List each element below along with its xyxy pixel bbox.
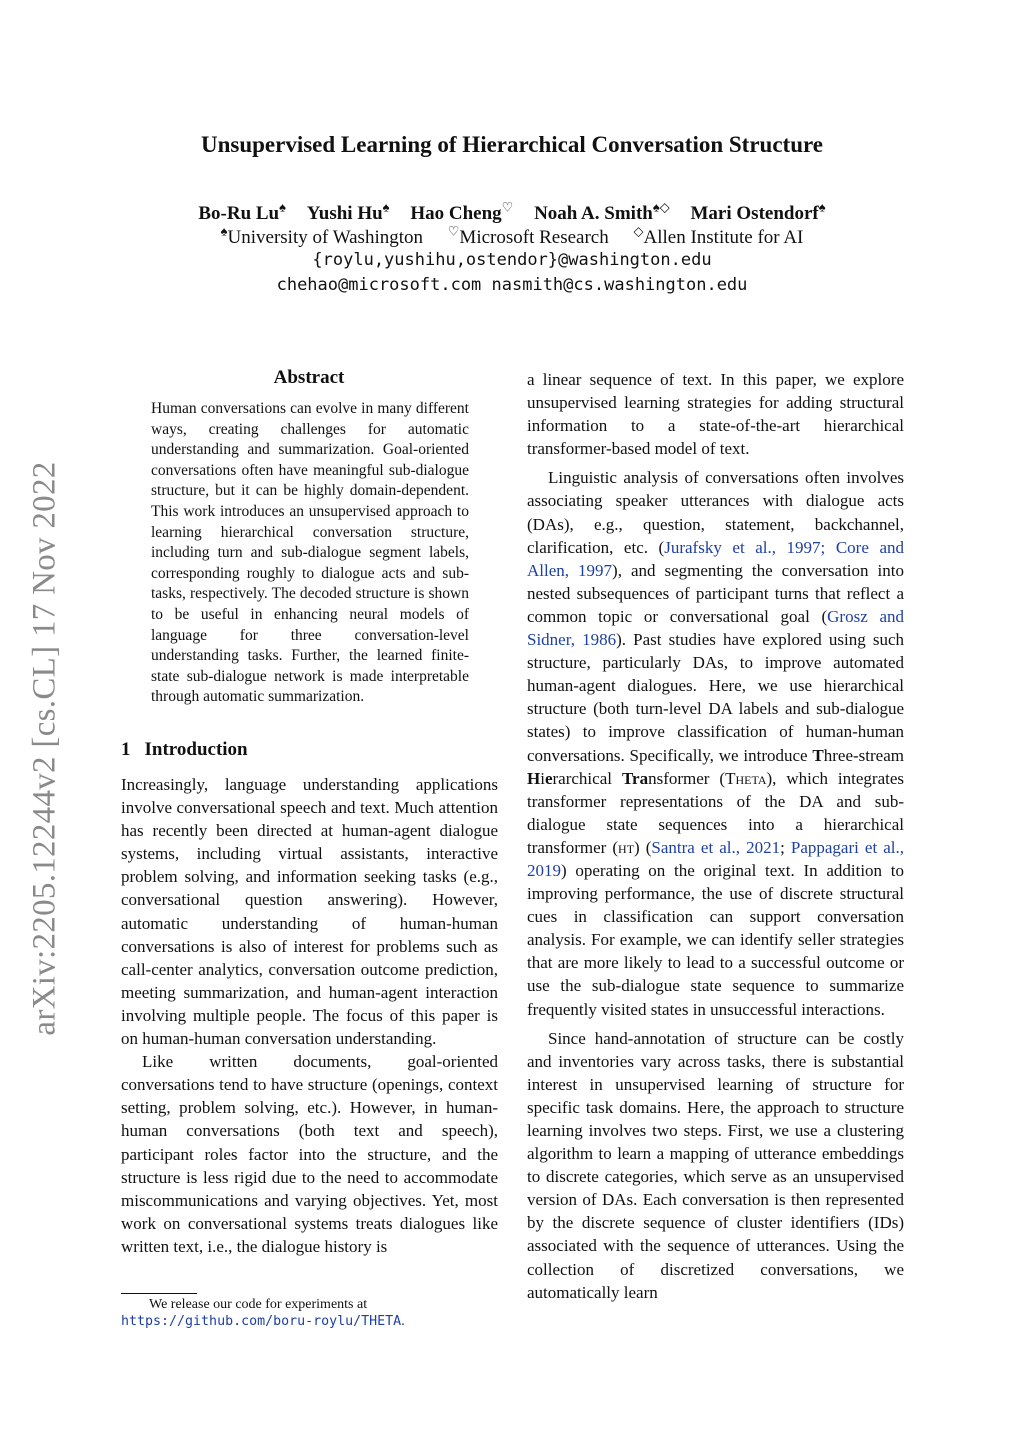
citation-link[interactable]: Jurafsky et al., 1997; Core and Allen, 1997 (527, 537, 904, 580)
section-title: Introduction (144, 739, 248, 760)
left-column (121, 773, 498, 1258)
affiliation-list (100, 224, 924, 249)
paragraph: Increasingly, language understanding applications involve conversational speech and text. Much attention has recently been directed at human-agent dialogue systems, including virtual assistants, interactive problem solving, and information seeking tasks (e.g., conversational question answering). However, automatic understanding of human-human conversations is also of interest for problems such as call-center analytics, conversation outcome prediction, meeting summarization, and human-agent interaction involving multiple people. The focus of this paper is on human-human conversation understanding. (121, 775, 498, 1049)
author: Noah A. Smith♠◇ (534, 200, 670, 225)
author: Hao Cheng♡ (410, 200, 514, 225)
author: Yushi Hu♠ (306, 200, 390, 225)
author-emails-1: {roylu,yushihu,ostendor}@washington.edu (312, 250, 712, 270)
author: Mari Ostendorf♠ (690, 200, 826, 225)
model-abbrev: ht (618, 837, 635, 857)
author: Bo-Ru Lu♠ (198, 200, 287, 225)
arxiv-sidebar (26, 443, 64, 1053)
paragraph: Linguistic analysis of conversations often involves associating speaker utterances with dialogue acts (DAs), e.g., question, statement, backchannel, clarification, etc. (Jurafsky et al., 1997; Core and Allen, 1997), and segmenting the conversation into nested subsequences of participant turns that reflect a common topic or conversational goal (Grosz and Sidner, 1986). Past studies have explored using such structure, particularly DAs, to improve automated human-agent dialogues. Here, we use hierarchical structure (both turn-level DA labels and sub-dialogue states) to improve classification of human-human conversations. Specifically, we introduce Three-stream Hierarchical Transformer (Theta), which integrates transformer representations of the DA and sub-dialogue state sequences into a hierarchical transformer (ht) (Santra et al., 2021; Pappagari et al., 2019) operating on the original text. In addition to improving performance, the use of discrete structural cues in classification can support conversation analysis. For example, we can identify seller strategies that are more likely to lead to a successful outcome or use the sub-dialogue state sequence to summarize frequently visited states in unsuccessful interactions. (527, 468, 905, 1019)
author-emails-2: chehao@microsoft.com nasmith@cs.washington.edu (276, 275, 748, 295)
model-name: Theta (725, 768, 767, 788)
paragraph: a linear sequence of text. In this paper, we explore unsupervised learning strategies for adding structural information to a state-of-the-art hierarchical transformer-based model of text. (527, 370, 904, 459)
citation-link[interactable]: Grosz and Sidner, 1986 (527, 606, 904, 650)
code-repo-link[interactable]: https://github.com/boru-roylu/THETA (121, 1314, 402, 1329)
section-number: 1 (121, 739, 131, 760)
citation-link[interactable]: Santra et al., 2021 (651, 837, 781, 857)
affiliation: ◇Allen Institute for AI (633, 224, 804, 249)
abstract-heading: Abstract (273, 367, 345, 388)
right-column (527, 368, 904, 1304)
arxiv-id: arXiv:2205.12244v2 [cs.CL] 17 Nov 2022 (26, 460, 63, 1036)
abstract-text: Human conversations can evolve in many different ways, creating challenges for automatic understanding and summarization. Goal-oriented conversations often have meaningful sub-dialogue structure, but it can be highly domain-dependent. This work introduces an unsupervised approach to learning hierarchical conversation structure, including turn and sub-dialogue segment labels, corresponding roughly to dialogue acts and sub-tasks, respectively. The decoded structure is shown to be useful in enhancing neural models of language for three conversation-level understanding tasks. Further, the learned finite-state sub-dialogue network is made interpretable through automatic summarization. (151, 400, 469, 706)
section-heading (121, 739, 248, 761)
footnote: We release our code for experiments at https://github.com/boru-roylu/THETA. (121, 1297, 405, 1329)
paragraph: Since hand-annotation of structure can be costly and inventories vary across tasks, there is substantial interest in unsupervised learning of structure for specific task domains. Here, the approach to structure learning involves two steps. First, we use a clustering algorithm to learn a mapping of utterance embeddings to discrete categories, which serve as an unsupervised version of DAs. Each conversation is then represented by the discrete sequence of cluster identifiers (IDs) associated with the sequence of utterances. Using the collection of discretized conversations, we automatically learn (527, 1028, 904, 1302)
affiliation: ♡Microsoft Research (447, 224, 609, 249)
footnote-rule (121, 1293, 197, 1294)
citation-link[interactable]: Pappagari et al., 2019 (527, 837, 905, 880)
affiliation: ♠University of Washington (220, 224, 424, 249)
author-list (100, 200, 924, 225)
paper-title: Unsupervised Learning of Hierarchical Conversation Structure (200, 132, 824, 157)
paragraph: Like written documents, goal-oriented conversations tend to have structure (openings, context setting, problem solving, etc.). However, in human-human conversations (both text and speech), participant roles factor into the structure, and the structure is less rigid due to the need to accommodate miscommunications and varying objectives. Yet, most work on conversational systems treats dialogues like written text, i.e., the dialogue history is (121, 1052, 498, 1256)
